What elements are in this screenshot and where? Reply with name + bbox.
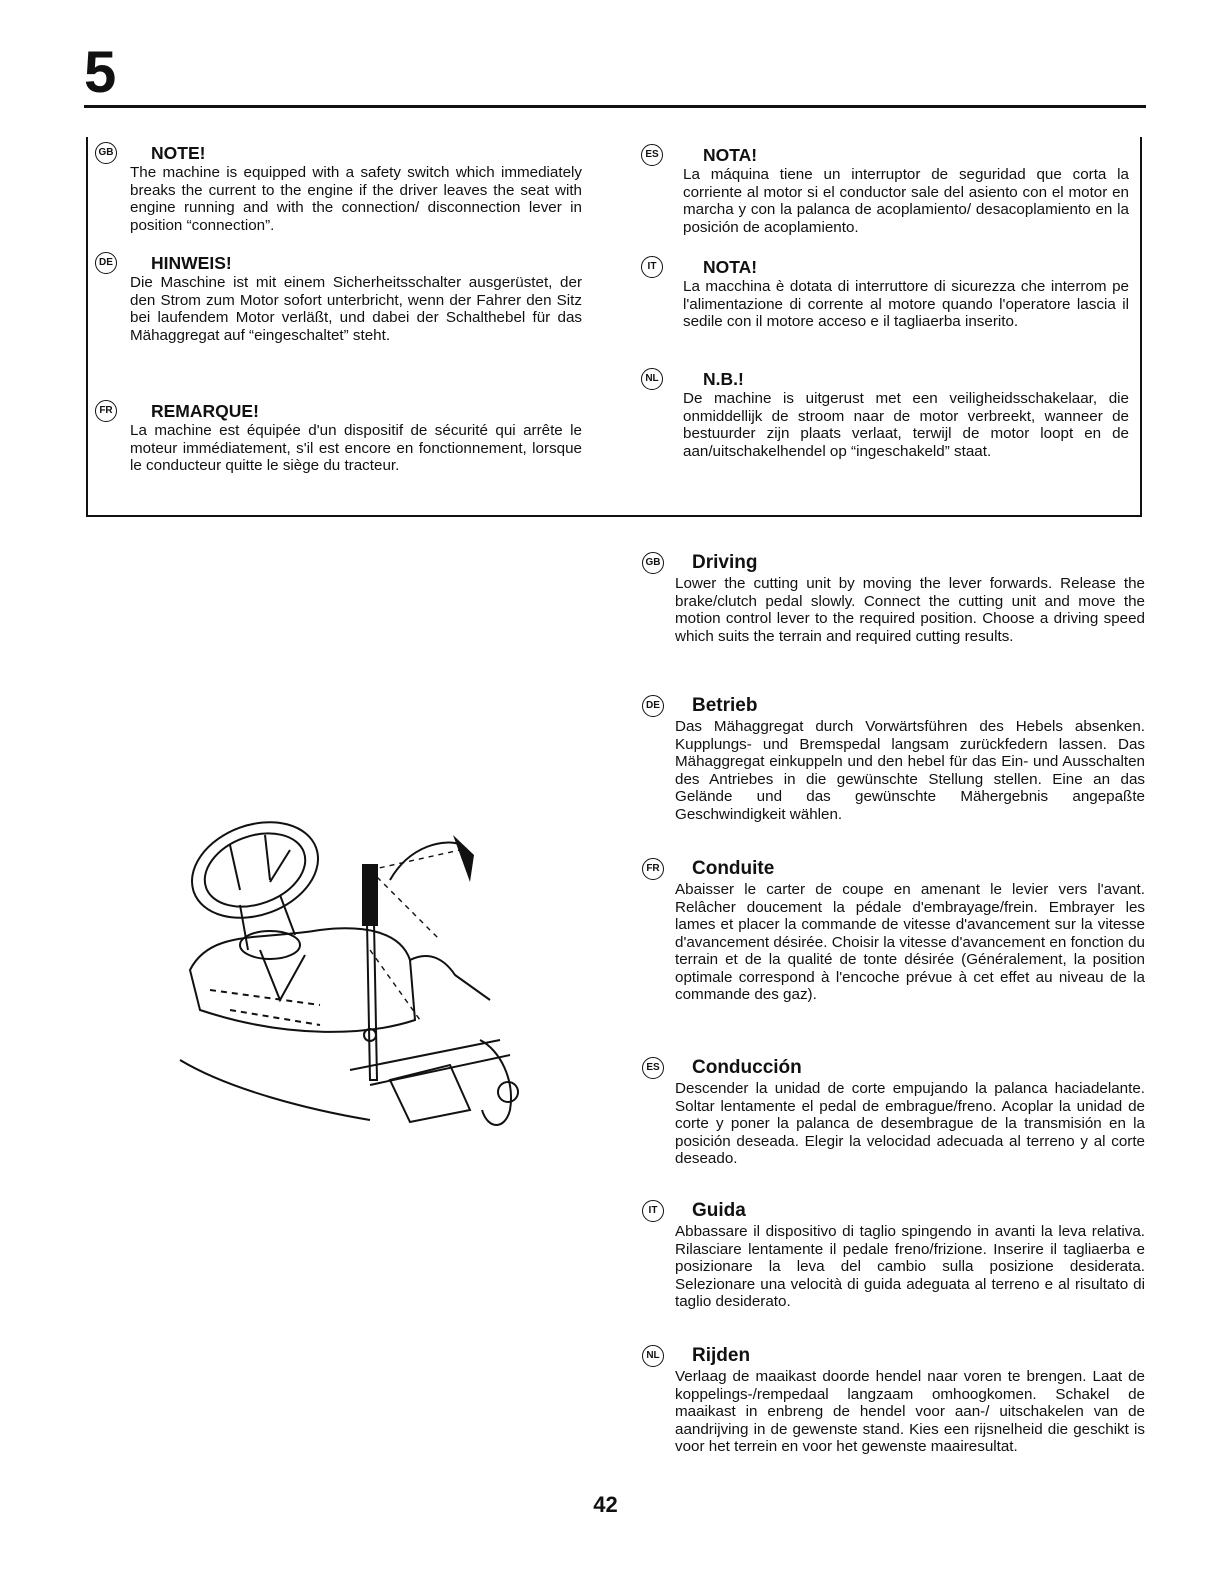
section-heading: Guida	[692, 1200, 746, 1221]
note-heading: HINWEIS!	[151, 253, 232, 273]
page-number: 42	[593, 1492, 618, 1517]
note-body: The machine is equipped with a safety switch which immediately breaks the current to the engine if the driver leaves the seat with engine running and with the connection/ disconnection lever in position “connection”.	[130, 164, 582, 234]
language-es-icon: ES	[641, 144, 663, 166]
note-body: La macchina è dotata di interruttore di sicurezza che interrom pe l'alimentazione di corrente al motore quando l'operatore lascia il sedile con il motore acceso e il tagliaerba inserito.	[683, 278, 1129, 330]
note-heading: NOTA!	[703, 257, 758, 277]
language-fr-icon: FR	[95, 400, 117, 422]
language-fr-icon: FR	[642, 858, 664, 880]
note-body: La máquina tiene un interruptor de seguridad que corta la corriente al motor si el conductor sale del asiento con el motor en marcha y con la palanca de acoplamiento/ desacoplamiento en la posición de acoplamiento.	[683, 166, 1129, 236]
language-nl-icon: NL	[641, 368, 663, 390]
section-body: Das Mähaggregat durch Vorwärtsführen des Hebels absenken. Kupplungs- und Bremspedal langsam zurückfedern lassen. Das Mähaggregat einkuppeln und den hebel für das Ein- und Ausschalten des Antriebes in die gewünschte Stellung stellen. Eine an das Gelände und das gewünschte Mähergebnis angepaßte Geschwindigkeit wählen.	[675, 718, 1145, 823]
note-heading: NOTE!	[151, 143, 206, 163]
note-body: Die Maschine ist mit einem Sicherheitsschalter ausgerüstet, der den Strom zum Motor sofort unterbricht, wenn der Fahrer den Sitz bei laufendem Motor verläßt, und dabei der Schalthebel für das Mähaggregat auf “eingeschaltet” steht.	[130, 274, 582, 344]
section-heading: Conducción	[692, 1057, 802, 1078]
note-heading: NOTA!	[703, 145, 758, 165]
section-body: Verlaag de maaikast doorde hendel naar voren te brengen. Laat de koppelings-/rempedaal langzaam omhoogkomen. Schakel de maaikast in enbreng de hendel voor aan-/ uitschakelen van de aandrijving in de gewenste stand. Kies een rijsnelheid die geschikt is voor het terrein en voor het gewenste maairesultat.	[675, 1368, 1145, 1455]
language-gb-icon: GB	[642, 552, 664, 574]
section-body: Abaisser le carter de coupe en amenant le levier vers l'avant. Relâcher doucement la pédale d'embrayage/frein. Embrayer les lames et placer la commande de vitesse d'avancement sur la vitesse d'avancement désirée. Choisir la vitesse d'avancement en fonction du terrain et de la qualité de tonte désirée (Généralement, la position optimale correspond à l'encoche prévue à cet effet au niveau de la commande des gaz).	[675, 881, 1145, 1003]
section-body: Descender la unidad de corte empujando la palanca haciadelante. Soltar lentamente el pedal de embrague/freno. Acoplar la unidad de corte y poner la palanca de desembrague de la transmisión en la posición deseada. Elegir la velocidad adecuada al terreno y al corte deseado.	[675, 1080, 1145, 1167]
language-gb-icon: GB	[95, 142, 117, 164]
language-es-icon: ES	[642, 1057, 664, 1079]
section-heading: Conduite	[692, 858, 775, 879]
language-de-icon: DE	[95, 252, 117, 274]
header-rule	[84, 105, 1146, 108]
chapter-number: 5	[84, 40, 117, 105]
note-body: La machine est équipée d'un dispositif de sécurité qui arrête le moteur immédiatement, s'il est encore en fonctionnement, lorsque le conducteur quitte le siège du tracteur.	[130, 422, 582, 474]
section-heading: Betrieb	[692, 695, 758, 716]
language-de-icon: DE	[642, 695, 664, 717]
language-it-icon: IT	[642, 1200, 664, 1222]
language-it-icon: IT	[641, 256, 663, 278]
note-body: De machine is uitgerust met een veiligheidsschakelaar, die onmiddellijk de stroom naar de motor verbreekt, wanneer de bestuurder zijn plaats verlaat, terwijl de motor loopt en de aan/uitschakelhendel op “ingeschakeld” staat.	[683, 390, 1129, 460]
language-nl-icon: NL	[642, 1345, 664, 1367]
section-heading: Rijden	[692, 1345, 751, 1366]
tractor-steering-lever-illustration	[170, 810, 530, 1140]
section-heading: Driving	[692, 552, 758, 573]
section-body: Lower the cutting unit by moving the lever forwards. Release the brake/clutch pedal slowly. Connect the cutting unit and move the motion control lever to the required position. Choose a driving speed which suits the terrain and required cutting results.	[675, 575, 1145, 645]
note-heading: REMARQUE!	[151, 401, 259, 421]
note-heading: N.B.!	[703, 369, 744, 389]
section-body: Abbassare il dispositivo di taglio spingendo in avanti la leva relativa. Rilasciare lentamente il pedale freno/frizione. Inserire il tagliaerba e posizionare la leva del cambio sulla posizione desiderata. Selezionare una velocità di guida adeguata al terreno e al risultato di taglio desiderato.	[675, 1223, 1145, 1310]
